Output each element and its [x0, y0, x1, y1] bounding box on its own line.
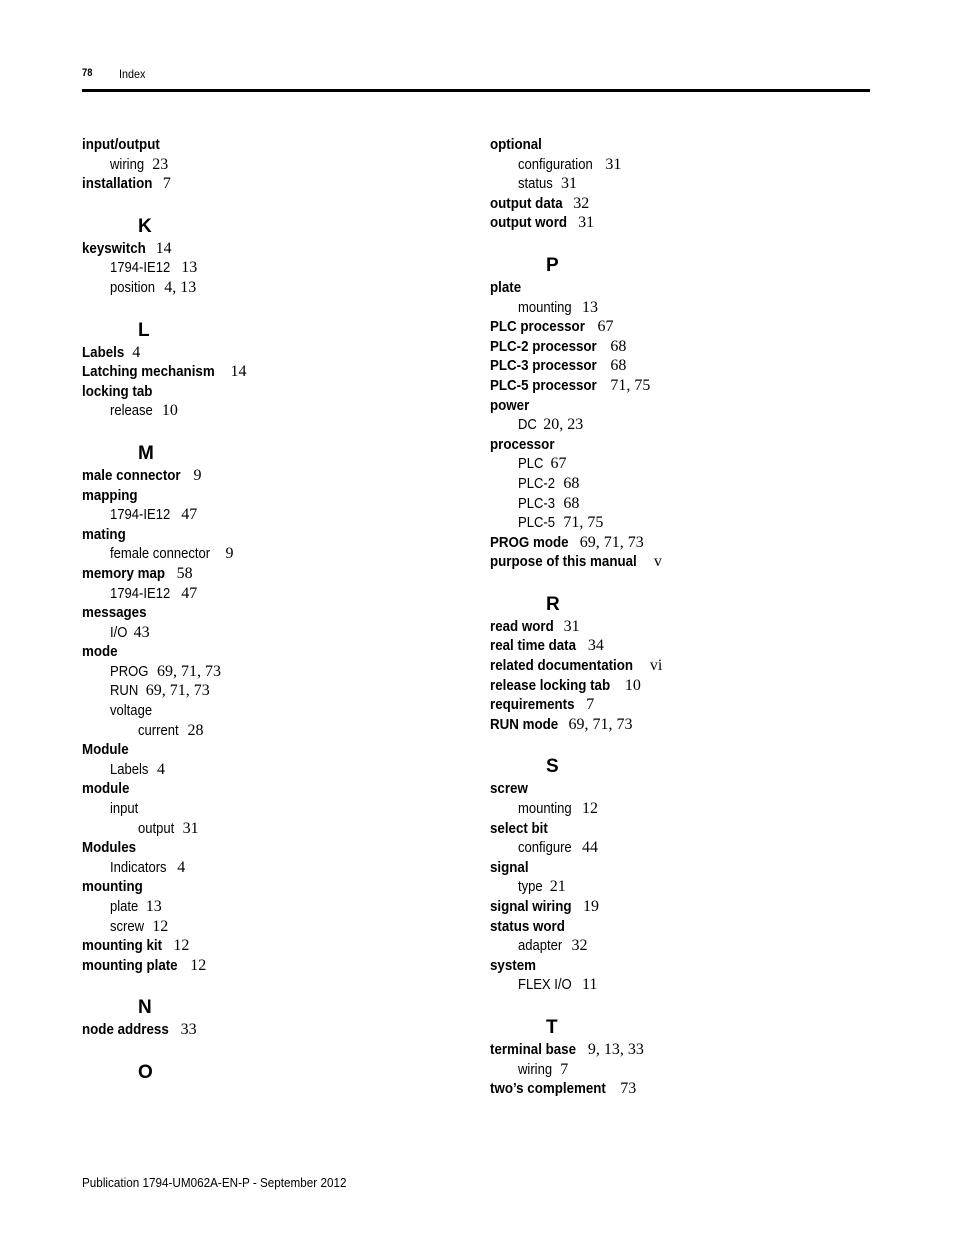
page-reference: 69, 71, 73 — [145, 682, 210, 700]
page-reference: 71, 75 — [610, 376, 651, 394]
index-subterm: configuration — [518, 156, 593, 173]
page-reference: 12 — [190, 956, 207, 974]
page-reference: 13 — [145, 898, 162, 915]
index-entry — [490, 533, 880, 553]
index-letter-heading: P — [546, 254, 559, 276]
index-subterm: configure — [518, 840, 572, 857]
index-subentry — [82, 917, 472, 937]
index-subterm: female connector — [110, 546, 211, 563]
index-entry — [82, 1020, 472, 1040]
index-subentry — [490, 513, 880, 533]
page-reference: 12 — [173, 937, 190, 955]
index-subentry — [82, 401, 472, 421]
page-reference: 12 — [581, 800, 598, 818]
index-term: Modules — [82, 840, 137, 857]
index-term: module — [82, 781, 130, 798]
page-reference: 9 — [193, 466, 202, 484]
index-column-left — [82, 135, 472, 1085]
index-term: keyswitch — [82, 240, 146, 257]
page-reference: 7 — [586, 696, 595, 714]
index-entry — [82, 343, 472, 363]
page-reference: 71, 75 — [563, 514, 604, 532]
publication-footer: Publication 1794-UM062A-EN-P - September 2012 — [82, 1175, 347, 1190]
page-reference: 67 — [597, 318, 614, 336]
index-subentry — [82, 544, 472, 564]
index-subentry — [490, 799, 880, 819]
index-subentry — [490, 494, 880, 514]
index-subterm: PLC-5 — [518, 515, 555, 532]
page-reference: 69, 71, 73 — [157, 662, 222, 680]
index-subentry — [490, 1060, 880, 1080]
index-subentry — [82, 819, 472, 839]
index-entry — [490, 135, 880, 155]
page-reference: 12 — [152, 917, 169, 935]
page-reference: 69, 71, 73 — [568, 715, 633, 733]
index-entry — [490, 617, 880, 637]
page-reference: 32 — [573, 194, 590, 212]
index-entry — [490, 337, 880, 357]
index-subterm: Labels — [110, 761, 149, 778]
page-reference: 31 — [605, 155, 622, 173]
section-name: Index — [119, 67, 146, 81]
index-subentry — [490, 474, 880, 494]
index-subterm: mounting — [518, 299, 572, 316]
index-subterm: PLC-2 — [518, 475, 555, 492]
index-term: processor — [490, 436, 555, 453]
index-subentry — [490, 975, 880, 995]
index-entry — [490, 213, 880, 233]
page-reference: 9 — [225, 545, 234, 563]
page-reference: 31 — [578, 214, 595, 232]
page-reference: 7 — [162, 175, 171, 193]
index-entry — [490, 636, 880, 656]
page-reference: 69, 71, 73 — [579, 533, 644, 551]
index-term: signal wiring — [490, 899, 572, 915]
index-entry — [490, 278, 880, 298]
header-rule — [82, 89, 870, 92]
index-entry — [490, 897, 880, 917]
index-subterm: release — [110, 403, 153, 420]
index-term: input/output — [82, 137, 160, 153]
index-subterm: DC — [518, 417, 537, 434]
index-subentry — [82, 721, 472, 741]
index-subentry — [490, 174, 880, 194]
index-letter-heading: T — [546, 1016, 558, 1038]
index-entry — [490, 715, 880, 735]
page-reference: 47 — [181, 584, 198, 602]
page-reference: 13 — [581, 298, 598, 316]
page-reference: 9, 13, 33 — [587, 1040, 644, 1058]
index-term: messages — [82, 605, 147, 622]
index-entry — [490, 695, 880, 715]
index-subentry — [490, 877, 880, 897]
page-reference: 68 — [610, 357, 627, 375]
index-term: two’s complement — [490, 1081, 606, 1098]
page-reference: 4 — [132, 343, 141, 361]
index-term: mapping — [82, 487, 138, 504]
index-entry — [82, 382, 472, 402]
index-subterm: status — [518, 176, 553, 193]
page-reference: 4, 13 — [164, 278, 197, 296]
index-subterm: PLC-3 — [518, 495, 555, 512]
index-subterm: 1794-IE12 — [110, 507, 171, 524]
index-term: plate — [490, 279, 522, 296]
index-term: PLC-3 processor — [490, 358, 597, 375]
index-subentry — [490, 155, 880, 175]
page-reference: 68 — [563, 494, 580, 512]
index-term: memory map — [82, 565, 166, 582]
index-subentry — [82, 155, 472, 175]
index-term: signal — [490, 859, 529, 876]
index-subentry — [82, 278, 472, 298]
index-subentry — [490, 936, 880, 956]
index-term: real time data — [490, 638, 577, 655]
index-term: locking tab — [82, 383, 153, 400]
index-subterm: wiring — [110, 156, 145, 173]
index-entry — [490, 1040, 880, 1060]
index-term: mounting plate — [82, 957, 178, 974]
page-reference: v — [653, 553, 662, 571]
index-subentry — [490, 454, 880, 474]
index-term: PLC-5 processor — [490, 377, 597, 394]
index-subentry — [82, 760, 472, 780]
index-subentry — [82, 701, 472, 721]
index-subterm: position — [110, 279, 155, 296]
page-reference: 32 — [571, 937, 588, 955]
index-letter-heading: K — [138, 215, 152, 237]
index-term: output data — [490, 195, 563, 212]
index-term: release locking tab — [490, 677, 611, 694]
index-entry — [82, 174, 472, 194]
index-letter-heading: S — [546, 756, 559, 778]
index-subterm: type — [518, 879, 543, 896]
page-reference: vi — [649, 657, 663, 675]
index-subentry — [82, 623, 472, 643]
index-entry — [490, 376, 880, 396]
index-subterm: PROG — [110, 663, 149, 680]
index-term: requirements — [490, 697, 575, 714]
index-entry — [82, 239, 472, 259]
index-subentry — [82, 584, 472, 604]
index-subterm: 1794-IE12 — [110, 260, 171, 277]
index-term: power — [490, 397, 530, 414]
index-entry — [82, 525, 472, 545]
index-entry — [82, 486, 472, 506]
index-entry — [82, 564, 472, 584]
page-reference: 21 — [549, 878, 566, 896]
index-subentry — [82, 681, 472, 701]
index-subentry — [490, 415, 880, 435]
index-entry — [490, 956, 880, 976]
index-entry — [490, 356, 880, 376]
index-letter-heading: M — [138, 442, 154, 464]
index-subterm: Indicators — [110, 859, 167, 876]
index-entry — [82, 603, 472, 623]
index-term: screw — [490, 781, 528, 798]
index-entry — [82, 838, 472, 858]
page-reference: 10 — [161, 402, 178, 420]
index-subentry — [82, 662, 472, 682]
index-term: RUN mode — [490, 716, 559, 733]
page-reference: 14 — [155, 239, 172, 257]
page-reference: 58 — [176, 564, 193, 582]
index-term: Latching mechanism — [82, 364, 215, 381]
index-subentry — [490, 838, 880, 858]
index-term: terminal base — [490, 1041, 577, 1058]
index-subterm: FLEX I/O — [518, 977, 572, 994]
index-subterm: screw — [110, 918, 145, 935]
index-term: Labels — [82, 344, 125, 361]
index-term: system — [490, 957, 536, 974]
page-reference: 31 — [563, 617, 580, 635]
index-subterm: adapter — [518, 938, 563, 955]
index-term: select bit — [490, 820, 548, 837]
index-entry — [490, 917, 880, 937]
index-entry — [490, 819, 880, 839]
page-reference: 43 — [133, 623, 150, 641]
page-reference: 47 — [181, 506, 198, 524]
index-term: male connector — [82, 467, 181, 484]
page-reference: 68 — [563, 474, 580, 492]
index-term: node address — [82, 1022, 169, 1039]
index-term: PLC-2 processor — [490, 338, 597, 355]
page-reference: 14 — [230, 363, 247, 381]
page-reference: 73 — [620, 1080, 637, 1098]
index-term: related documentation — [490, 658, 634, 675]
index-term: read word — [490, 618, 554, 635]
index-term: mounting — [82, 879, 143, 896]
page-reference: 44 — [581, 839, 598, 857]
index-entry — [82, 466, 472, 486]
index-subterm: PLC — [518, 456, 544, 473]
index-entry — [490, 656, 880, 676]
index-entry — [82, 740, 472, 760]
index-subterm: voltage — [110, 703, 153, 720]
index-subterm: input — [110, 801, 139, 818]
index-subentry — [490, 298, 880, 318]
page-reference: 31 — [561, 175, 577, 193]
index-subterm: 1794-IE12 — [110, 585, 171, 602]
page-reference: 23 — [152, 155, 169, 173]
index-subentry — [82, 858, 472, 878]
index-letter-heading: R — [546, 593, 560, 615]
index-term: purpose of this manual — [490, 554, 637, 571]
page-reference: 11 — [581, 976, 598, 994]
index-subterm: mounting — [518, 801, 572, 818]
page-reference: 13 — [181, 259, 198, 277]
index-entry — [82, 956, 472, 976]
index-letter-heading: L — [138, 319, 150, 341]
page-reference: 10 — [624, 676, 641, 694]
index-entry — [490, 317, 880, 337]
index-entry — [490, 194, 880, 214]
index-letter-heading: O — [138, 1061, 153, 1083]
index-subterm: I/O — [110, 624, 128, 641]
index-column-right — [490, 135, 880, 1099]
index-entry — [490, 779, 880, 799]
index-term: Module — [82, 742, 129, 759]
page-reference: 28 — [187, 721, 204, 739]
index-entry — [490, 858, 880, 878]
index-entry — [82, 135, 472, 155]
index-entry — [490, 676, 880, 696]
page-reference: 4 — [177, 858, 186, 876]
page-header — [82, 66, 870, 92]
index-subterm: current — [138, 722, 179, 739]
page-number: 78 — [82, 67, 93, 79]
page-reference: 34 — [587, 637, 604, 655]
index-term: PROG mode — [490, 534, 569, 551]
index-term: installation — [82, 176, 153, 193]
page-reference: 4 — [157, 760, 166, 778]
index-entry — [490, 396, 880, 416]
page-reference: 68 — [610, 337, 627, 355]
index-entry — [490, 435, 880, 455]
index-subentry — [82, 897, 472, 917]
index-letter-heading: N — [138, 997, 152, 1019]
index-entry — [82, 362, 472, 382]
index-term: mounting kit — [82, 938, 163, 955]
index-subterm: wiring — [518, 1061, 553, 1078]
index-term: mode — [82, 644, 118, 661]
index-subterm: plate — [110, 899, 139, 915]
index-subterm: output — [138, 820, 175, 837]
index-term: mating — [82, 526, 126, 543]
index-subentry — [82, 258, 472, 278]
page-reference: 7 — [560, 1060, 569, 1078]
page-reference: 19 — [582, 898, 599, 915]
index-entry — [82, 642, 472, 662]
index-term: optional — [490, 137, 542, 153]
page-reference: 31 — [182, 819, 199, 837]
index-term: PLC processor — [490, 319, 585, 336]
index-subentry — [82, 799, 472, 819]
page-reference: 67 — [550, 455, 567, 473]
index-term: output word — [490, 215, 568, 232]
index-subterm: RUN — [110, 683, 139, 700]
index-entry — [82, 779, 472, 799]
page-reference: 33 — [180, 1021, 197, 1039]
page-reference: 20, 23 — [543, 416, 584, 434]
index-subentry — [82, 505, 472, 525]
index-entry — [82, 877, 472, 897]
index-term: status word — [490, 918, 565, 935]
index-entry — [82, 936, 472, 956]
index-entry — [490, 552, 880, 572]
index-entry — [490, 1079, 880, 1099]
